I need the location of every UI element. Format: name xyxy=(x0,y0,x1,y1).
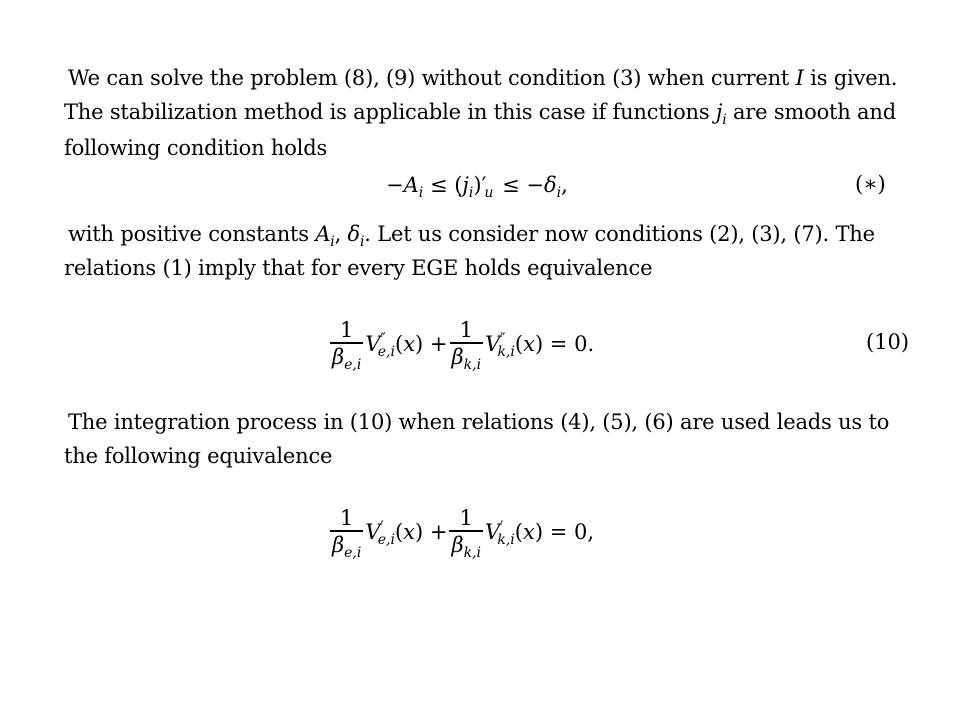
paragraph-1-line-1: We can solve the problem (8), (9) without condition (3) when current I is given. xyxy=(68,66,898,90)
fraction-k: $\frac{1}{\beta_{k,i}}$ xyxy=(451,318,482,373)
fraction-e: $\frac{1}{\beta_{e,i}}$ xyxy=(332,318,362,373)
fraction-e-2: $\frac{1}{\beta_{e,i}}$ xyxy=(332,506,362,561)
equation-11: $\frac{1}{\beta_{e,i}}$ $V'_{e,i}(x)$ + $\frac{1}{\beta_{k,i}}$ $V'_{k,i}(x) = 0$, xyxy=(332,506,595,561)
equation-10: $\frac{1}{\beta_{e,i}}$ $V''_{e,i}(x)$ + $\frac{1}{\beta_{k,i}}$ $V''_{k,i}(x) = 0$. xyxy=(332,318,595,373)
paragraph-2-line-1: with positive constants $A_i$, $\delta_i$. Let us consider now conditions (2), (3), (7). The xyxy=(68,222,875,251)
paragraph-1-line-2: The stabilization method is applicable in this case if functions $j_i$ are smooth and xyxy=(64,100,896,129)
equation-star-number: (∗) xyxy=(855,172,886,196)
paragraph-3-line-1: The integration process in (10) when relations (4), (5), (6) are used leads us to xyxy=(68,410,890,434)
paragraph-3-line-2: the following equivalence xyxy=(64,444,333,468)
equation-10-number: (10) xyxy=(866,330,910,354)
fraction-k-2: $\frac{1}{\beta_{k,i}}$ xyxy=(451,506,482,561)
paragraph-2-line-2: relations (1) imply that for every EGE holds equivalence xyxy=(64,256,653,280)
paragraph-1-line-3: following condition holds xyxy=(64,136,328,160)
equation-star: $-A_i \le (j_i)'_u \le -\delta_i$, xyxy=(386,173,568,202)
